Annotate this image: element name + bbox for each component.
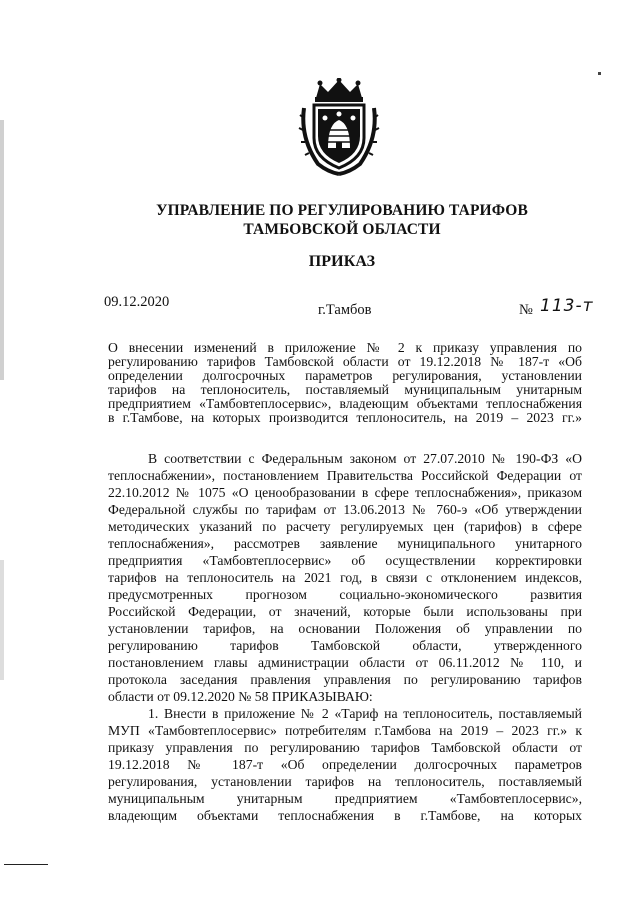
subject-line: определении долгосрочных параметров регулирования, установлении: [108, 368, 582, 383]
body-line: постановлением главы администрации области от 06.11.2012 № 110, и: [108, 655, 582, 670]
body-line: В соответствии с Федеральным законом от 27.07.2010 № 190-ФЗ «О: [148, 451, 582, 466]
body-line: регулирования, установлении тарифов на теплоноситель, поставляемый: [108, 774, 582, 789]
document-city: г.Тамбов: [318, 302, 372, 318]
authority-name-line2: ТАМБОВСКОЙ ОБЛАСТИ: [243, 221, 441, 238]
subject-line: в г.Тамбове, на которых производится теплоноситель, на 2019 – 2023 гг.»: [108, 410, 582, 425]
subject-line: О внесении изменений в приложение № 2 к приказу управления по: [108, 340, 582, 355]
document-date: 09.12.2020: [104, 294, 170, 310]
subject-line: регулированию тарифов Тамбовской области от 19.12.2018 № 187-т «Об: [108, 354, 582, 369]
body-line: регулированию тарифов Тамбовской области, утвержденного: [108, 638, 582, 653]
scan-edge-mark: [0, 120, 4, 380]
scan-line-mark: [4, 864, 48, 865]
body-line: владеющим объектами теплоснабжения в г.Тамбове, на которых: [108, 808, 582, 823]
body-line: теплоснабжении», постановлением Правительства Российской Федерации от: [108, 468, 582, 483]
body-line: методических указаний по расчету регулируемых цен (тарифов) в сфере: [108, 519, 582, 534]
body-line: Федеральной службы по тарифам от 13.06.2013 № 760-э «Об утверждении: [108, 502, 582, 517]
coat-of-arms-emblem: [298, 78, 380, 176]
body-line: приказу управления по регулированию тарифов Тамбовской области от: [108, 740, 582, 755]
body-line: 22.10.2012 № 1075 «О ценообразовании в сфере теплоснабжения», приказом: [108, 485, 582, 500]
body-line: муниципальным унитарным предприятием «Тамбовтеплосервис»,: [108, 791, 582, 806]
body-line: теплоснабжения», рассмотрев заявление муниципального унитарного: [108, 536, 582, 551]
scan-speck: [598, 72, 601, 75]
body-line: тарифов на теплоноситель на 2021 год, в связи с отклонением индексов,: [108, 570, 582, 585]
authority-name-line1: УПРАВЛЕНИЕ ПО РЕГУЛИРОВАНИЮ ТАРИФОВ: [156, 202, 528, 219]
subject-line: предприятием «Тамбовтеплосервис», владеющим объектами теплоснабжения: [108, 396, 582, 411]
body-line: Российской Федерации, от значений, которые были использованы при: [108, 604, 582, 619]
scan-edge-mark: [0, 560, 4, 680]
body-line: протокола заседания правления управления по регулированию тарифов: [108, 672, 582, 687]
body-line: установлении тарифов, на основании Положения об управлении по: [108, 621, 582, 636]
subject-line: тарифов на теплоноситель, поставляемый муниципальным унитарным: [108, 382, 582, 397]
body-line: 1. Внести в приложение № 2 «Тариф на теплоноситель, поставляемый: [148, 706, 582, 721]
document-type-title: ПРИКАЗ: [308, 253, 376, 270]
body-line: МУП «Тамбовтеплосервис» потребителям г.Тамбова на 2019 – 2023 гг.» к: [108, 723, 582, 738]
document-number-handwritten: 113-т: [540, 296, 594, 316]
document-number-label: №: [519, 302, 533, 318]
body-line: предусмотренных прогнозом социально-экономического развития: [108, 587, 582, 602]
body-line: предприятия «Тамбовтеплосервис» об осуществлении корректировки: [108, 553, 582, 568]
body-line: 19.12.2018 № 187-т «Об определении долгосрочных параметров: [108, 757, 582, 772]
body-line: области от 09.12.2020 № 58 ПРИКАЗЫВАЮ:: [108, 689, 373, 704]
